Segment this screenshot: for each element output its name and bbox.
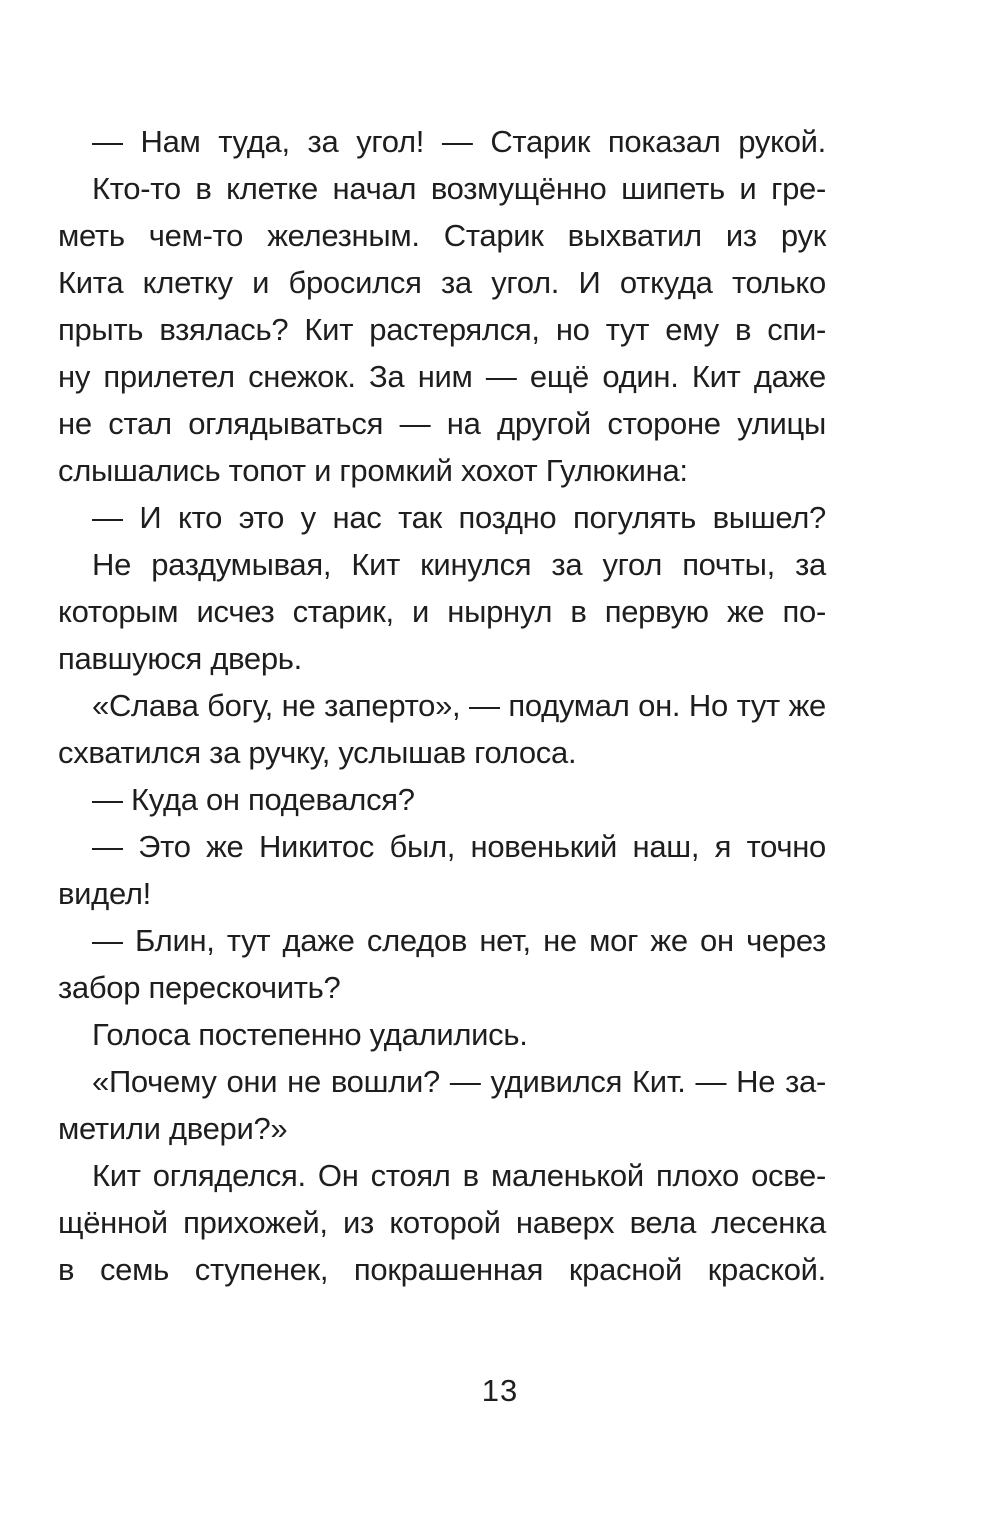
text-line: схватился за ручку, услышав голоса. bbox=[58, 735, 577, 770]
text-line: — Блин, тут даже следов нет, не мог же он через bbox=[92, 923, 826, 958]
text-line: «Слава богу, не заперто», — подумал он. Но тут же bbox=[92, 688, 826, 723]
text-line: прыть взялась? Кит растерялся, но тут ему в спи- bbox=[58, 312, 826, 347]
text-line: которым исчез старик, и нырнул в первую же по- bbox=[58, 594, 826, 629]
text-line: Кит огляделся. Он стоял в маленькой плохо осве- bbox=[92, 1158, 826, 1193]
text-line: Голоса постепенно удалились. bbox=[92, 1017, 528, 1052]
text-line: забор перескочить? bbox=[58, 970, 341, 1005]
page-number: 13 bbox=[481, 1373, 519, 1408]
text-line: метили двери?» bbox=[58, 1111, 288, 1146]
text-line: Кто-то в клетке начал возмущённо шипеть и гре- bbox=[92, 171, 826, 206]
text-line: щённой прихожей, из которой наверх вела лесенка bbox=[58, 1205, 826, 1240]
text-line: — И кто это у нас так поздно погулять вышел? bbox=[92, 500, 826, 535]
text-line: Кита клетку и бросился за угол. И откуда только bbox=[58, 265, 826, 300]
text-line: в семь ступенек, покрашенная красной краской. bbox=[58, 1252, 826, 1287]
text-line: видел! bbox=[58, 876, 151, 911]
text-line: Не раздумывая, Кит кинулся за угол почты, за bbox=[92, 547, 826, 582]
text-line: — Куда он подевался? bbox=[92, 782, 415, 817]
text-line: не стал оглядываться — на другой стороне улицы bbox=[58, 406, 826, 441]
text-line: ну прилетел снежок. За ним — ещё один. Кит даже bbox=[58, 359, 826, 394]
text-line: меть чем-то железным. Старик выхватил из рук bbox=[58, 218, 826, 253]
text-line: — Это же Никитос был, новенький наш, я точно bbox=[92, 829, 826, 864]
text-line: слышались топот и громкий хохот Гулюкина: bbox=[58, 453, 688, 488]
text-line: «Почему они не вошли? — удивился Кит. — Не за- bbox=[92, 1064, 826, 1099]
body-text bbox=[58, 118, 826, 1293]
text-line: — Нам туда, за угол! — Старик показал рукой. bbox=[92, 124, 826, 159]
text-line: павшуюся дверь. bbox=[58, 641, 302, 676]
